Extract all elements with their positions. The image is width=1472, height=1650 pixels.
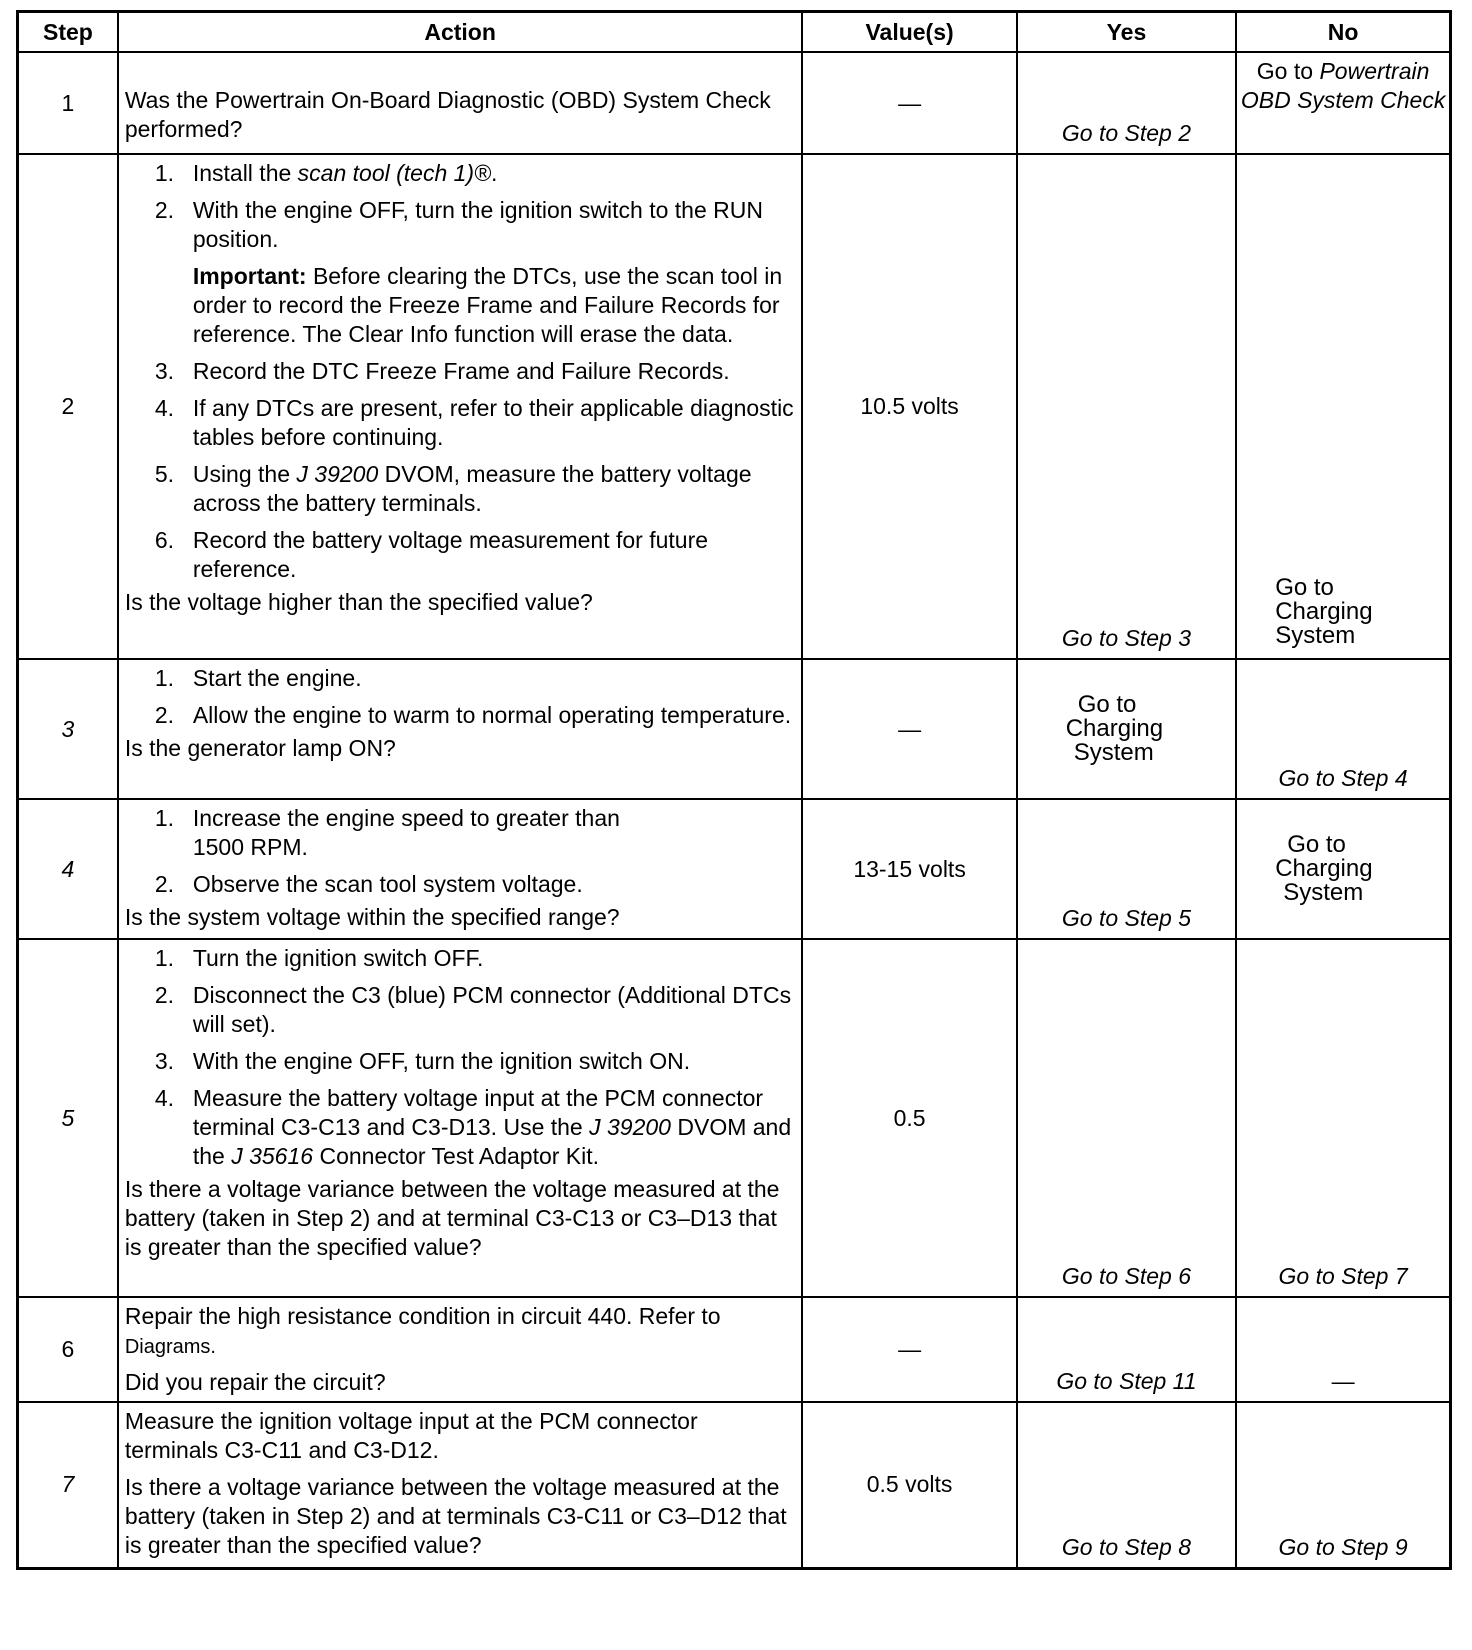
action-item: 1. Start the engine. xyxy=(154,665,362,691)
action-item: 1. Install the scan tool (tech 1)®. xyxy=(154,160,498,186)
question-text: Is there a voltage variance between the voltage measured at the battery (taken in Step 2) and at terminal C3-C13 or C3–D13 that is greater than the specified value? xyxy=(124,1176,780,1260)
header-action: Action xyxy=(118,12,803,53)
step-number: 7 xyxy=(18,1402,118,1568)
action-cell xyxy=(118,52,803,154)
action-item: 3. Record the DTC Freeze Frame and Failure Records. xyxy=(154,358,730,384)
value-cell: — xyxy=(802,52,1016,154)
action-cell xyxy=(118,939,803,1297)
yes-link[interactable]: Go to Step 6 xyxy=(1061,1263,1192,1289)
important-label: Important: xyxy=(192,263,307,289)
step-number: 1 xyxy=(18,52,118,154)
diagrams-link[interactable]: Diagrams. xyxy=(124,1336,216,1358)
no-link-prefix: Go to xyxy=(1256,58,1314,84)
header-no: No xyxy=(1236,12,1450,53)
no-cell xyxy=(1236,659,1450,799)
header-values: Value(s) xyxy=(802,12,1016,53)
no-link[interactable]: Go to Charging System xyxy=(1275,574,1373,649)
action-list xyxy=(125,804,796,899)
yes-link[interactable]: Go to Charging System xyxy=(1065,691,1164,766)
yes-link[interactable]: Go to Step 5 xyxy=(1061,905,1192,931)
no-value: — xyxy=(1331,1368,1355,1394)
no-link-target: Powertrain OBD System Check xyxy=(1240,58,1446,113)
action-cell xyxy=(118,154,803,659)
tool-name: J 39200 xyxy=(589,1114,671,1140)
no-cell xyxy=(1236,52,1450,154)
yes-cell xyxy=(1017,1402,1236,1568)
question-text: Was the Powertrain On-Board Diagnostic (OBD) System Check performed? xyxy=(124,87,771,142)
action-item: 6. Record the battery voltage measurement for future reference. xyxy=(154,527,709,582)
step-number: 3 xyxy=(18,659,118,799)
action-cell xyxy=(118,659,803,799)
no-cell xyxy=(1236,939,1450,1297)
question-text: Is the system voltage within the specified range? xyxy=(124,904,620,930)
question-text: Did you repair the circuit? xyxy=(124,1369,386,1395)
step-number: 2 xyxy=(18,154,118,659)
action-cell xyxy=(118,1297,803,1402)
header-row xyxy=(18,12,1451,53)
step-number: 4 xyxy=(18,799,118,939)
value-cell: 13-15 volts xyxy=(802,799,1016,939)
action-item: 2. Observe the scan tool system voltage. xyxy=(154,871,583,897)
important-note: Important: Before clearing the DTCs, use the scan tool in order to record the Freeze Frame and Failure Records for reference. The Clear Info function will erase the data. xyxy=(192,263,783,347)
yes-link[interactable]: Go to Step 8 xyxy=(1061,1533,1192,1560)
no-link[interactable]: Go to Step 9 xyxy=(1278,1533,1408,1560)
yes-cell xyxy=(1017,939,1236,1297)
action-text: Measure the ignition voltage input at the PCM connector terminals C3-C11 and C3-D12. xyxy=(124,1408,698,1463)
table-row-step-2 xyxy=(18,154,1451,659)
header-yes: Yes xyxy=(1017,12,1236,53)
table-row-step-1 xyxy=(18,52,1451,154)
value-cell: 10.5 volts xyxy=(802,154,1016,659)
action-item: 4. If any DTCs are present, refer to their applicable diagnostic tables before continuing. xyxy=(154,395,794,450)
no-link[interactable]: Go to Step 7 xyxy=(1278,1263,1408,1289)
no-cell xyxy=(1236,1297,1450,1402)
no-link[interactable]: Go to Charging System xyxy=(1275,831,1373,906)
yes-link[interactable]: Go to Step 11 xyxy=(1056,1368,1197,1394)
action-item: 2. Disconnect the C3 (blue) PCM connector (Additional DTCs will set). xyxy=(154,982,792,1037)
action-list xyxy=(125,944,796,1171)
table-row-step-3 xyxy=(18,659,1451,799)
yes-link[interactable]: Go to Step 2 xyxy=(1061,120,1192,146)
action-text: Repair the high resistance condition in circuit 440. Refer to Diagrams. xyxy=(124,1303,721,1358)
tool-name: J 35616 xyxy=(231,1143,314,1169)
table-row-step-5 xyxy=(18,939,1451,1297)
action-item: 2. Allow the engine to warm to normal operating temperature. xyxy=(154,702,792,728)
step-number: 5 xyxy=(18,939,118,1297)
value-cell: — xyxy=(802,1297,1016,1402)
value-cell: 0.5 xyxy=(802,939,1016,1297)
header-step: Step xyxy=(18,12,118,53)
no-cell xyxy=(1236,1402,1450,1568)
table-row-step-7 xyxy=(18,1402,1451,1568)
table-row-step-4 xyxy=(18,799,1451,939)
value-cell: — xyxy=(802,659,1016,799)
action-item: 1. Turn the ignition switch OFF. xyxy=(154,945,484,971)
table-row-step-6 xyxy=(18,1297,1451,1402)
action-cell xyxy=(118,1402,803,1568)
yes-cell xyxy=(1017,799,1236,939)
yes-cell xyxy=(1017,154,1236,659)
action-item: 4. Measure the battery voltage input at the PCM connector terminal C3-C13 and C3-D13. Use the J 39200 DVOM and the J 35616 Connector Test Adaptor Kit. xyxy=(154,1085,792,1169)
question-text: Is the generator lamp ON? xyxy=(124,735,396,761)
question-text: Is there a voltage variance between the voltage measured at the battery (taken in Step 2) and at terminals C3-C11 or C3–D12 that is greater than the specified value? xyxy=(124,1474,787,1558)
action-list xyxy=(125,664,796,730)
no-link[interactable]: Go to Step 4 xyxy=(1278,765,1408,791)
step-number: 6 xyxy=(18,1297,118,1402)
action-list xyxy=(125,159,796,254)
tool-name: scan tool (tech 1)® xyxy=(297,160,492,186)
action-item: 1. Increase the engine speed to greater than 1500 RPM. xyxy=(154,805,620,860)
diagnostic-table xyxy=(16,10,1452,1570)
yes-cell xyxy=(1017,659,1236,799)
yes-link[interactable]: Go to Step 3 xyxy=(1061,625,1192,651)
action-item: 3. With the engine OFF, turn the ignition switch ON. xyxy=(154,1048,691,1074)
yes-cell xyxy=(1017,52,1236,154)
action-cell xyxy=(118,799,803,939)
no-cell xyxy=(1236,799,1450,939)
yes-cell xyxy=(1017,1297,1236,1402)
action-item: 5. Using the J 39200 DVOM, measure the battery voltage across the battery terminals. xyxy=(154,461,752,516)
action-list xyxy=(125,357,796,584)
action-item: 2. With the engine OFF, turn the ignition switch to the RUN position. xyxy=(154,197,763,252)
no-cell xyxy=(1236,154,1450,659)
tool-name: J 39200 xyxy=(296,461,379,487)
value-cell: 0.5 volts xyxy=(802,1402,1016,1568)
question-text: Is the voltage higher than the specified value? xyxy=(124,589,593,615)
no-link[interactable] xyxy=(1237,57,1449,115)
